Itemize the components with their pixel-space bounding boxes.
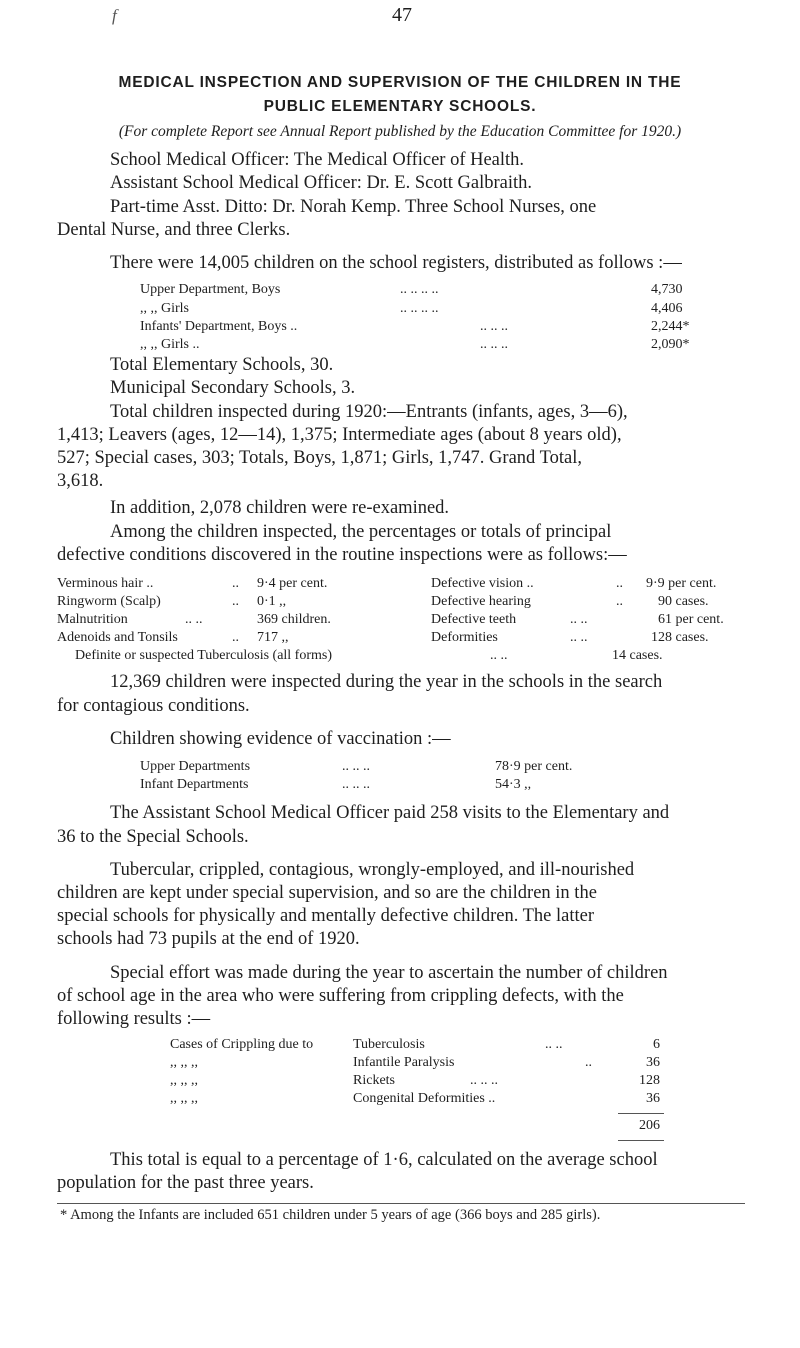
schools-line: Municipal Secondary Schools, 3. (110, 378, 356, 398)
inspected-line: 527; Special cases, 303; Totals, Boys, 1,871; Girls, 1,747. Grand Total, (57, 448, 582, 468)
defect-dots: .. (616, 594, 623, 609)
registers-value: 2,244* (651, 319, 690, 334)
crippling-value: 6 (653, 1037, 660, 1052)
crippling-label: Tuberculosis (353, 1037, 425, 1052)
crippling-prefix: Cases of Crippling due to (170, 1037, 314, 1052)
footnote: * Among the Infants are included 651 children under 5 years of age (366 boys and 285 girls). (60, 1207, 601, 1223)
vaccination-label: Upper Departments (140, 759, 251, 774)
defect-value: 90 cases. (658, 594, 709, 609)
staff-line: Assistant School Medical Officer: Dr. E. Scott Galbraith. (110, 173, 532, 193)
vaccination-intro: Children showing evidence of vaccination :— (110, 729, 451, 749)
crippling-value: 36 (646, 1055, 660, 1070)
corner-mark: f (112, 6, 117, 25)
vaccination-label: Infant Departments (140, 777, 249, 792)
vaccination-value: 78·9 per cent. (495, 759, 573, 774)
total-rule (618, 1113, 664, 1114)
registers-label: Infants' Department, Boys .. (140, 319, 298, 334)
defect-label: Malnutrition (57, 612, 128, 627)
registers-value: 4,406 (651, 301, 683, 316)
registers-intro: There were 14,005 children on the school registers, distributed as follows :— (110, 253, 682, 273)
defect-label: Verminous hair .. (57, 576, 154, 591)
defect-value: 0·1 ,, (257, 594, 287, 609)
defect-dots: .. .. (570, 630, 588, 645)
vaccination-value: 54·3 ,, (495, 777, 532, 792)
visits-line: 36 to the Special Schools. (57, 827, 249, 847)
crippling-label: Rickets (353, 1073, 395, 1088)
tuberculosis-dots: .. .. (490, 648, 508, 663)
defect-label: Deformities (431, 630, 498, 645)
inspected-line: Total children inspected during 1920:—Entrants (infants, ages, 3—6), (110, 402, 628, 422)
inspected-line: 1,413; Leavers (ages, 12—14), 1,375; Intermediate ages (about 8 years old), (57, 425, 622, 445)
contagious-line: for contagious conditions. (57, 696, 250, 716)
crippling-prefix: ,, ,, ,, (170, 1055, 198, 1070)
special-line: children are kept under special supervision, and so are the children in the (57, 883, 597, 903)
defect-label: Defective hearing (431, 594, 531, 609)
crippling-value: 36 (646, 1091, 660, 1106)
inspected-line: 3,618. (57, 471, 104, 491)
staff-line: Dental Nurse, and three Clerks. (57, 220, 291, 240)
title-line-1: MEDICAL INSPECTION AND SUPERVISION OF THE CHILDREN IN THE (118, 74, 682, 91)
vaccination-dots: .. .. .. (342, 777, 370, 792)
registers-dots: .. .. .. .. (400, 301, 439, 316)
special-line: special schools for physically and mentally defective children. The latter (57, 906, 594, 926)
tuberculosis-value: 14 cases. (612, 648, 663, 663)
registers-dots: .. .. .. (480, 319, 508, 334)
defect-dots: .. (616, 576, 623, 591)
defect-value: 9·9 per cent. (646, 576, 717, 591)
visits-line: The Assistant School Medical Officer paid 258 visits to the Elementary and (110, 803, 670, 823)
defects-intro-line: defective conditions discovered in the routine inspections were as follows:— (57, 545, 627, 565)
crippling-label: Congenital Deformities .. (353, 1091, 496, 1106)
defect-label: Defective vision .. (431, 576, 534, 591)
defect-dots: .. .. (570, 612, 588, 627)
registers-dots: .. .. .. .. (400, 282, 439, 297)
vaccination-dots: .. .. .. (342, 759, 370, 774)
defect-value: 717 ,, (257, 630, 289, 645)
registers-dots: .. .. .. (480, 337, 508, 352)
defect-value: 369 children. (257, 612, 331, 627)
registers-value: 2,090* (651, 337, 690, 352)
contagious-line: 12,369 children were inspected during the year in the schools in the search (110, 672, 663, 692)
crippling-intro-line: Special effort was made during the year to ascertain the number of children (110, 963, 668, 983)
registers-label: Upper Department, Boys (140, 282, 281, 297)
staff-line: School Medical Officer: The Medical Officer of Health. (110, 150, 525, 170)
registers-label: ,, ,, Girls .. (140, 337, 200, 352)
defect-dots: .. .. (185, 612, 203, 627)
registers-value: 4,730 (651, 282, 683, 297)
defects-intro-line: Among the children inspected, the percentages or totals of principal (110, 522, 612, 542)
schools-line: Total Elementary Schools, 30. (110, 355, 334, 375)
defect-value: 128 cases. (651, 630, 709, 645)
defect-dots: .. (232, 594, 239, 609)
reexamined-line: In addition, 2,078 children were re-examined. (110, 498, 450, 518)
special-line: schools had 73 pupils at the end of 1920. (57, 929, 360, 949)
crippling-total: 206 (639, 1118, 660, 1133)
defect-value: 9·4 per cent. (257, 576, 328, 591)
crippling-dots: .. .. .. (470, 1073, 498, 1088)
defect-label: Defective teeth (431, 612, 517, 627)
defect-label: Ringworm (Scalp) (57, 594, 161, 609)
total-rule (618, 1140, 664, 1141)
special-line: Tubercular, crippled, contagious, wrongly-employed, and ill-nourished (110, 860, 635, 880)
tuberculosis-label: Definite or suspected Tuberculosis (all forms) (75, 648, 333, 663)
defect-dots: .. (232, 630, 239, 645)
staff-line: Part-time Asst. Ditto: Dr. Norah Kemp. Three School Nurses, one (110, 197, 597, 217)
page-number: 47 (392, 4, 412, 26)
percentage-line: This total is equal to a percentage of 1·6, calculated on the average school (110, 1150, 658, 1170)
crippling-value: 128 (639, 1073, 660, 1088)
crippling-prefix: ,, ,, ,, (170, 1073, 198, 1088)
crippling-dots: .. .. (545, 1037, 563, 1052)
title-line-2: PUBLIC ELEMENTARY SCHOOLS. (263, 98, 537, 115)
defect-label: Adenoids and Tonsils (57, 630, 178, 645)
defect-value: 61 per cent. (658, 612, 724, 627)
defect-dots: .. (232, 576, 239, 591)
crippling-intro-line: of school age in the area who were suffering from crippling defects, with the (57, 986, 624, 1006)
crippling-prefix: ,, ,, ,, (170, 1091, 198, 1106)
crippling-intro-line: following results :— (57, 1009, 211, 1029)
percentage-line: population for the past three years. (57, 1173, 314, 1193)
subtitle: (For complete Report see Annual Report published by the Education Committee for 1920.) (118, 123, 682, 140)
crippling-dots: .. (585, 1055, 592, 1070)
footnote-rule (57, 1203, 745, 1204)
crippling-label: Infantile Paralysis (353, 1055, 455, 1070)
registers-label: ,, ,, Girls (140, 301, 189, 316)
